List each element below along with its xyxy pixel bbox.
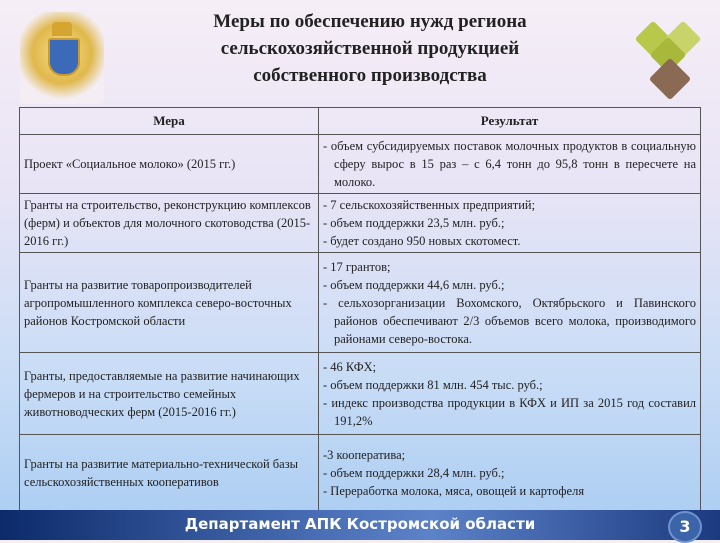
measures-table (19, 107, 701, 512)
result-line: - 7 сельскохозяйственных предприятий; (323, 198, 536, 212)
result-line: - будет создано 950 новых скотомест. (323, 234, 521, 248)
department-logo-icon (628, 18, 710, 98)
result-line: - индекс производства продукции в КФХ и ИП за 2015 год составил 191,2% (323, 395, 696, 428)
result-line: - сельхозорганизации Вохомского, Октябрьского и Павинского районов обеспечивают 2/3 объемов всего молока, производимого районами северо-востока. (323, 295, 696, 346)
measure-cell: Гранты на развитие материально-технической базы сельскохозяйственных кооперативов (20, 435, 319, 512)
result-cell (319, 194, 701, 253)
column-header-measure: Мера (20, 108, 319, 135)
measure-cell: Гранты на строительство, реконструкцию комплексов (ферм) и объектов для молочного скотоводства (2015-2016 гг.) (20, 194, 319, 253)
title-line: собственного производства (253, 65, 487, 86)
result-cell (319, 353, 701, 435)
result-cell (319, 135, 701, 194)
result-line: - Переработка молока, мяса, овощей и картофеля (323, 484, 585, 498)
page-title (120, 8, 620, 89)
result-line: - объем поддержки 23,5 млн. руб.; (323, 216, 505, 230)
measure-cell: Гранты на развитие товаропроизводителей агропромышленного комплекса северо-восточных районов Костромской области (20, 253, 319, 353)
measure-cell: Проект «Социальное молоко» (2015 гг.) (20, 135, 319, 194)
table-row (20, 253, 701, 353)
result-line: - объем субсидируемых поставок молочных продуктов в социальную сферу вырос в 15 раз – с 6,4 тонн до 95,8 тонн в пересчете на молоко. (323, 139, 696, 189)
footer-text: Департамент АПК Костромской области (184, 515, 536, 533)
measure-cell: Гранты, предоставляемые на развитие начинающих фермеров и на строительство семейных животноводческих ферм (2015-2016 гг.) (20, 353, 319, 435)
page-number: 3 (668, 511, 702, 543)
result-cell (319, 253, 701, 353)
result-line: - 46 КФХ; (323, 359, 377, 374)
result-line: - объем поддержки 81 млн. 454 тыс. руб.; (323, 377, 543, 392)
title-line: Меры по обеспечению нужд региона (213, 11, 527, 32)
table-row (20, 135, 701, 194)
result-line: - 17 грантов; (323, 259, 391, 274)
result-line: - объем поддержки 28,4 млн. руб.; (323, 466, 505, 480)
result-line: - объем поддержки 44,6 млн. руб.; (323, 277, 505, 292)
title-line: сельскохозяйственной продукцией (220, 38, 520, 59)
table-row (20, 194, 701, 253)
result-cell (319, 435, 701, 512)
footer-bar (0, 510, 720, 540)
result-line: -3 кооператива; (323, 448, 406, 462)
coat-of-arms-emblem (20, 12, 104, 104)
table-row (20, 435, 701, 512)
column-header-result: Результат (319, 108, 701, 135)
table-row (20, 353, 701, 435)
